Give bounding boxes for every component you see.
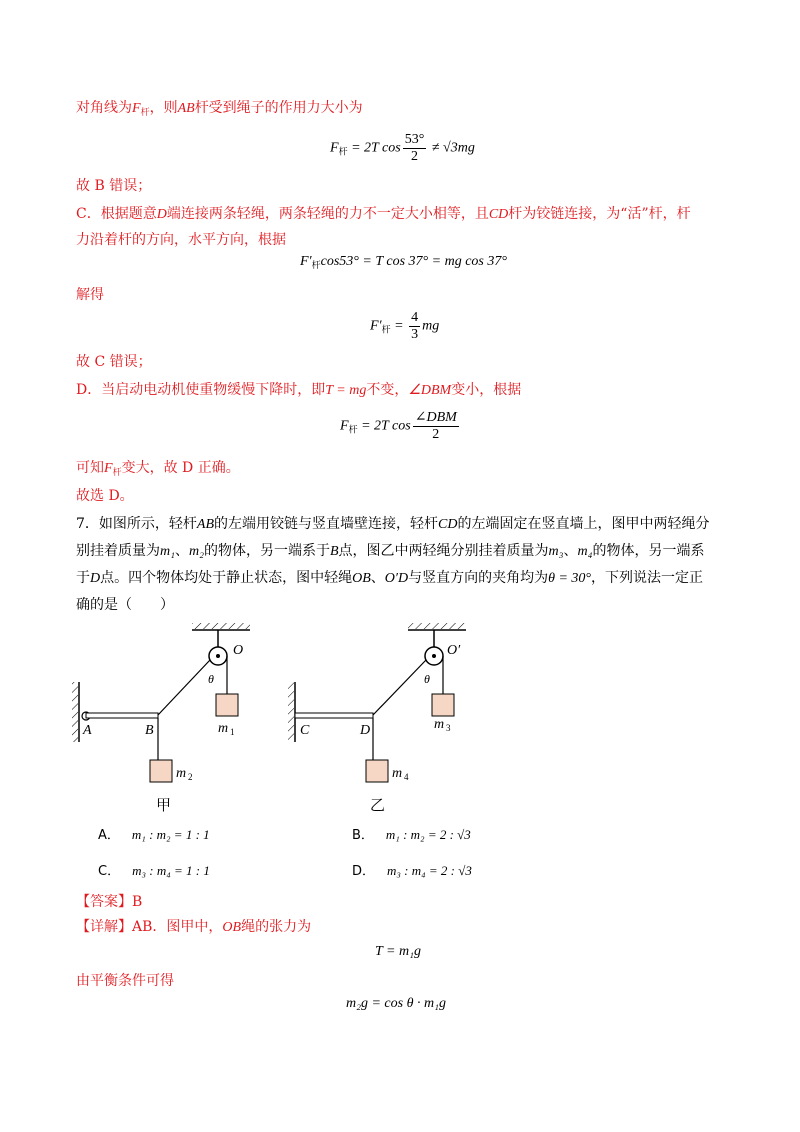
text-line [76,458,240,483]
option-text: m₁ : m₂ = 1 : 1 [131,827,210,842]
symbol: F [132,101,141,116]
text-run: 的左端用铰链与竖直墙壁连接，轻杆 [214,516,439,532]
eq-term: F′ [300,254,312,269]
text-run: 、 [370,570,385,586]
symbol: m₁ [160,544,175,559]
text-run: D．当启动电动机使重物缓慢下降时，即 [76,382,326,398]
symbol: AB [196,517,215,532]
text-run: C．根据题意 [76,206,157,222]
wall-hatch [288,682,294,742]
option-key: D． [352,864,376,879]
symbol: m₃ [548,544,564,559]
equation-1 [330,132,475,165]
symbol: T = mg [325,383,367,398]
text-run: 绳的张力为 [241,919,312,935]
question-line [76,514,709,535]
symbol: D [90,571,101,586]
symbol: D [156,207,167,222]
denominator: 2 [432,427,440,442]
option-text: m₁ : m₂ = 2 : √3 [385,827,471,842]
symbol: OB [352,571,371,586]
wall-hatch [72,682,78,742]
text-line [76,380,521,401]
text-run: 【详解】AB．图甲中， [76,919,223,935]
text-run: 点，图乙中两轻绳分别挂着质量为 [338,543,549,559]
numerator: ∠DBM [414,410,457,425]
text-run: 的物体，另一端系于 [203,543,330,559]
fraction [403,132,427,165]
text-line: 故 C 错误； [76,354,152,370]
text-run: 杆为铰链连接，为“活”杆，杆 [508,206,691,222]
option-text: m₃ : m₄ = 1 : 1 [132,863,210,878]
text-run: 点。四个物体均处于静止状态，图中轻绳 [100,570,353,586]
detail-line [76,917,311,938]
equation-5: T = m₁g [375,944,421,959]
subscript: 杆 [140,108,150,118]
text-run: ，则 [149,100,178,116]
pulley-axle [432,654,436,658]
text-line: 力沿着杆的方向，水平方向，根据 [76,232,286,248]
text-line [76,204,691,225]
label-theta: θ [424,672,430,686]
text-run: 变大，故 D 正确。 [121,460,240,476]
option-key: A． [98,828,120,843]
answer-value: B [132,894,143,910]
rod-ab [86,713,158,718]
text-run: 不变， [366,382,409,398]
eq-term: cos53° = T cos 37° = mg cos 37° [320,254,507,269]
label-m1: m [218,721,229,736]
physics-figure [0,620,800,820]
label-theta: θ [208,672,214,686]
eq-term: = 2T cos [347,140,401,156]
label-m3: m [434,717,445,732]
text-run: 于 [76,570,90,586]
subscript: 杆 [381,324,391,335]
label-m2-sub: 2 [188,772,193,782]
caption-right: 乙 [370,798,386,814]
equation-2 [300,254,507,271]
eq-term: = [390,318,408,334]
symbol: CD [438,517,458,532]
eq-term: F [340,418,349,434]
symbol: O′D [384,571,409,586]
ceiling-hatch [408,623,466,629]
option-text: m₃ : m₄ = 2 : √3 [387,863,472,878]
equation-3 [370,310,439,343]
text-line: 故选 D。 [76,488,134,504]
text-run: 可知 [76,460,104,476]
question-line [76,541,705,562]
text-run: 、 [563,543,578,559]
denominator: 2 [411,149,419,164]
label-m2: m [176,766,187,781]
mass-m4 [366,760,388,782]
question-line [76,568,703,589]
option-d[interactable] [352,860,472,879]
text-run: 变小，根据 [451,382,522,398]
figure-right [288,623,466,814]
numerator: 4 [411,310,419,325]
caption-left: 甲 [156,798,172,814]
label-m1-sub: 1 [230,727,235,737]
label-m4-sub: 4 [404,772,409,782]
eq-term: ≠ √3mg [428,140,475,156]
label-o: O [233,643,244,658]
equation-4 [340,410,461,443]
symbol: m₂ [188,544,204,559]
text-line: 故 B 错误； [76,178,152,194]
question-line: 确的是（ ） [76,597,174,613]
label-o-prime: O′ [447,643,461,658]
option-key: C． [98,864,121,879]
label-b: B [145,723,154,738]
numerator: 53° [404,132,425,147]
option-a[interactable] [98,824,210,843]
text-run: 别挂着质量为 [76,543,160,559]
text-run: 与竖直方向的夹角均为 [408,570,549,586]
symbol: m₄ [577,544,593,559]
fraction [413,410,459,443]
subscript: 杆 [348,424,358,435]
eq-term: mg [422,318,440,334]
eq-term: = 2T cos [357,418,411,434]
answer-label: 【答案】 [76,894,132,910]
symbol: CD [488,207,509,222]
label-d: D [360,723,371,738]
symbol: OB [222,920,242,935]
option-b[interactable] [352,824,471,843]
eq-term: F [330,140,339,156]
mass-m3 [432,694,454,716]
text-run: 的物体，另一端系 [592,543,705,559]
symbol: B [329,544,339,559]
symbol: ∠DBM [408,383,452,398]
mass-m2 [150,760,172,782]
eq-term: F′ [370,318,382,334]
label-m4: m [392,766,403,781]
label-m3-sub: 3 [446,723,451,733]
label-c: C [300,723,310,738]
text-run: 对角线为 [76,100,132,116]
option-key: B． [352,828,374,843]
pulley-axle [216,654,220,658]
symbol: θ = 30° [548,571,592,586]
text-run: 的左端固定在竖直墙上，图甲中两轻绳分 [457,516,710,532]
mass-m1 [216,694,238,716]
subscript: 杆 [112,468,122,478]
text-run: ，下列说法一定正 [591,570,704,586]
text-run: 杆受到绳子的作用力大小为 [194,100,363,116]
text-line [76,98,363,123]
answer-line [76,892,142,912]
text-run: 7．如图所示，轻杆 [76,516,197,532]
text-run: 端连接两条轻绳，两条轻绳的力不一定大小相等，且 [166,206,489,222]
fraction [409,310,420,343]
subscript: 杆 [338,146,348,157]
equation-6: m₂g = cos θ · m₁g [346,996,446,1011]
text-line: 解得 [76,287,104,303]
subscript: 杆 [311,260,321,270]
label-a: A [83,723,92,738]
rod-cd [295,713,373,718]
symbol: AB [177,101,195,116]
figure-left [72,623,250,814]
option-c[interactable] [98,860,210,879]
text-run: 、 [174,543,189,559]
rope-od [373,660,426,715]
text-line: 由平衡条件可得 [76,973,174,989]
denominator: 3 [411,327,419,342]
symbol: F [104,461,113,476]
rope-ob [158,660,210,715]
ceiling-hatch [192,623,250,629]
